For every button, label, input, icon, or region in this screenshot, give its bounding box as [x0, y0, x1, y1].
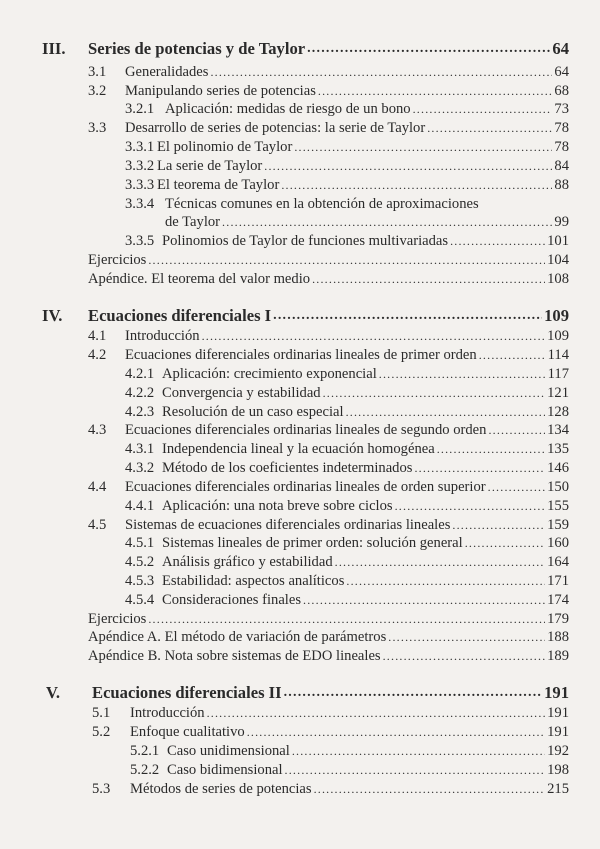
toc-entry[interactable]	[125, 176, 569, 194]
entry-number: 4.4.1	[125, 498, 155, 514]
entry-title: Convergencia y estabilidad	[162, 385, 321, 401]
entry-number: 4.4	[88, 479, 107, 495]
toc-entry[interactable]	[88, 516, 569, 534]
toc-entry[interactable]	[125, 572, 569, 590]
toc-entry[interactable]	[125, 157, 569, 175]
chapter-title: Ecuaciones diferenciales II	[92, 683, 282, 702]
entry-number: 3.3.5	[125, 233, 155, 249]
entry-number: 4.1	[88, 328, 107, 344]
toc-entry[interactable]	[130, 742, 569, 760]
entry-page: 191	[547, 724, 569, 740]
entry-page: 108	[547, 271, 569, 287]
entry-page: 146	[547, 460, 569, 476]
entry-page: 128	[547, 404, 569, 420]
entry-title: Método de los coeficientes indeterminados	[162, 460, 413, 476]
entry-title: Caso unidimensional	[167, 743, 290, 759]
toc-entry-continuation[interactable]	[165, 213, 569, 231]
entry-page: 134	[547, 422, 569, 438]
entry-number: 4.3.1	[125, 441, 155, 457]
chapter-title: Series de potencias y de Taylor	[88, 39, 306, 58]
toc-entry[interactable]	[92, 723, 569, 741]
entry-page: 159	[547, 517, 569, 533]
chapter-numeral: V.	[46, 683, 60, 702]
chapter-heading-link[interactable]	[88, 307, 569, 325]
entry-page: 109	[547, 328, 569, 344]
entry-page: 121	[547, 385, 569, 401]
toc-entry[interactable]	[125, 403, 569, 421]
entry-page: 99	[554, 214, 569, 230]
entry-title: Ejercicios	[88, 252, 147, 268]
entry-title: Aplicación: medidas de riesgo de un bono	[165, 101, 411, 117]
toc-entry[interactable]	[125, 534, 569, 552]
entry-page: 179	[547, 611, 569, 627]
entry-title: El polinomio de Taylor	[157, 139, 293, 155]
entry-title: Polinomios de Taylor de funciones multivariadas	[162, 233, 449, 249]
toc-entry[interactable]	[88, 610, 569, 628]
entry-title: Desarrollo de series de potencias: la serie de Taylor	[125, 120, 426, 136]
entry-title: Enfoque cualitativo	[130, 724, 245, 740]
entry-page: 171	[547, 573, 569, 589]
entry-page: 189	[547, 648, 569, 664]
toc-entry-multiline[interactable]	[125, 195, 479, 213]
entry-page: 188	[547, 629, 569, 645]
chapter-title: Ecuaciones diferenciales I	[88, 306, 272, 325]
toc-entry[interactable]	[88, 63, 569, 81]
entry-number: 3.2	[88, 83, 107, 99]
entry-number: 3.1	[88, 64, 107, 80]
entry-number: 5.2	[92, 724, 111, 740]
chapter-page: 191	[544, 683, 569, 702]
entry-page: 215	[547, 781, 569, 797]
entry-number: 4.2	[88, 347, 107, 363]
entry-page: 68	[554, 83, 569, 99]
toc-entry[interactable]	[88, 327, 569, 345]
entry-title: Consideraciones finales	[162, 592, 302, 608]
chapter-numeral: III.	[42, 39, 66, 58]
entry-page: 191	[547, 705, 569, 721]
toc-entry[interactable]	[88, 346, 569, 364]
entry-title-continued: de Taylor	[165, 214, 221, 230]
chapter-numeral: IV.	[42, 306, 63, 325]
entry-title: Apéndice. El teorema del valor medio	[88, 271, 311, 287]
toc-entry[interactable]	[125, 384, 569, 402]
entry-title: Estabilidad: aspectos analíticos	[162, 573, 345, 589]
entry-title: Ejercicios	[88, 611, 147, 627]
toc-entry[interactable]	[125, 459, 569, 477]
entry-number: 4.2.2	[125, 385, 155, 401]
entry-page: 164	[547, 554, 569, 570]
entry-page: 135	[547, 441, 569, 457]
entry-page: 198	[547, 762, 569, 778]
chapter-heading-link[interactable]	[88, 40, 569, 58]
entry-number: 4.5.1	[125, 535, 155, 551]
entry-title: Introducción	[130, 705, 205, 721]
toc-entry[interactable]	[88, 251, 569, 269]
entry-number: 3.3.4	[125, 196, 155, 212]
entry-number: 4.2.1	[125, 366, 155, 382]
toc-entry[interactable]	[88, 647, 569, 665]
toc-entry[interactable]	[92, 780, 569, 798]
entry-title: Aplicación: una nota breve sobre ciclos	[162, 498, 393, 514]
entry-page: 84	[554, 158, 569, 174]
entry-title: Métodos de series de potencias	[130, 781, 312, 797]
entry-number: 4.3.2	[125, 460, 155, 476]
entry-number: 4.5.2	[125, 554, 155, 570]
entry-title: Apéndice A. El método de variación de parámetros	[88, 629, 387, 645]
entry-title: La serie de Taylor	[157, 158, 263, 174]
entry-page: 78	[554, 120, 569, 136]
toc-entry[interactable]	[88, 270, 569, 288]
toc-entry[interactable]	[125, 591, 569, 609]
entry-title: Apéndice B. Nota sobre sistemas de EDO lineales	[88, 648, 381, 664]
entry-page: 150	[547, 479, 569, 495]
entry-title: Técnicas comunes en la obtención de aproximaciones	[165, 196, 479, 212]
toc-entry[interactable]	[125, 365, 569, 383]
entry-number: 5.3	[92, 781, 111, 797]
toc-entry[interactable]	[92, 704, 569, 722]
entry-page: 192	[547, 743, 569, 759]
toc-entry[interactable]	[125, 440, 569, 458]
entry-number: 3.3	[88, 120, 107, 136]
entry-page: 104	[547, 252, 569, 268]
entry-number: 4.5	[88, 517, 107, 533]
entry-number: 4.5.4	[125, 592, 155, 608]
entry-number: 3.3.3	[125, 177, 155, 193]
toc-entry[interactable]	[88, 82, 569, 100]
toc-entry[interactable]	[88, 628, 569, 646]
entry-title: El teorema de Taylor	[157, 177, 280, 193]
chapter-page: 64	[552, 39, 569, 58]
chapter-page: 109	[544, 306, 569, 325]
entry-title: Generalidades	[125, 64, 209, 80]
entry-number: 3.3.2	[125, 158, 155, 174]
toc-entry[interactable]	[88, 119, 569, 137]
toc-entry[interactable]	[125, 553, 569, 571]
entry-number: 4.5.3	[125, 573, 155, 589]
entry-page: 174	[547, 592, 569, 608]
toc-entry[interactable]	[125, 497, 569, 515]
entry-number: 5.1	[92, 705, 111, 721]
entry-page: 114	[547, 347, 569, 363]
entry-title: Introducción	[125, 328, 200, 344]
entry-title: Aplicación: crecimiento exponencial	[162, 366, 377, 382]
entry-page: 155	[547, 498, 569, 514]
entry-page: 117	[547, 366, 569, 382]
entry-number: 3.3.1	[125, 139, 155, 155]
toc-entry[interactable]	[125, 138, 569, 156]
entry-title: Manipulando series de potencias	[125, 83, 316, 99]
entry-number: 5.2.1	[130, 743, 160, 759]
entry-title: Caso bidimensional	[167, 762, 283, 778]
entry-title: Ecuaciones diferenciales ordinarias lineales de orden superior	[125, 479, 486, 495]
entry-number: 3.2.1	[125, 101, 155, 117]
entry-page: 101	[547, 233, 569, 249]
entry-page: 78	[554, 139, 569, 155]
entry-number: 4.2.3	[125, 404, 155, 420]
toc-entry[interactable]	[130, 761, 569, 779]
toc-entry[interactable]	[125, 232, 569, 250]
entry-page: 64	[554, 64, 569, 80]
entry-title: Ecuaciones diferenciales ordinarias lineales de segundo orden	[125, 422, 487, 438]
chapter-heading-link[interactable]	[92, 684, 569, 702]
toc-entry[interactable]	[88, 478, 569, 496]
entry-title: Sistemas de ecuaciones diferenciales ordinarias lineales	[125, 517, 451, 533]
entry-page: 160	[547, 535, 569, 551]
entry-number: 4.3	[88, 422, 107, 438]
entry-title: Resolución de un caso especial	[162, 404, 344, 420]
entry-title: Análisis gráfico y estabilidad	[162, 554, 333, 570]
toc-entry[interactable]	[125, 100, 569, 118]
entry-title: Sistemas lineales de primer orden: solución general	[162, 535, 463, 551]
entry-title: Independencia lineal y la ecuación homogénea	[162, 441, 435, 457]
entry-number: 5.2.2	[130, 762, 160, 778]
toc-entry[interactable]	[88, 421, 569, 439]
entry-page: 88	[554, 177, 569, 193]
entry-title: Ecuaciones diferenciales ordinarias lineales de primer orden	[125, 347, 477, 363]
entry-page: 73	[554, 101, 569, 117]
